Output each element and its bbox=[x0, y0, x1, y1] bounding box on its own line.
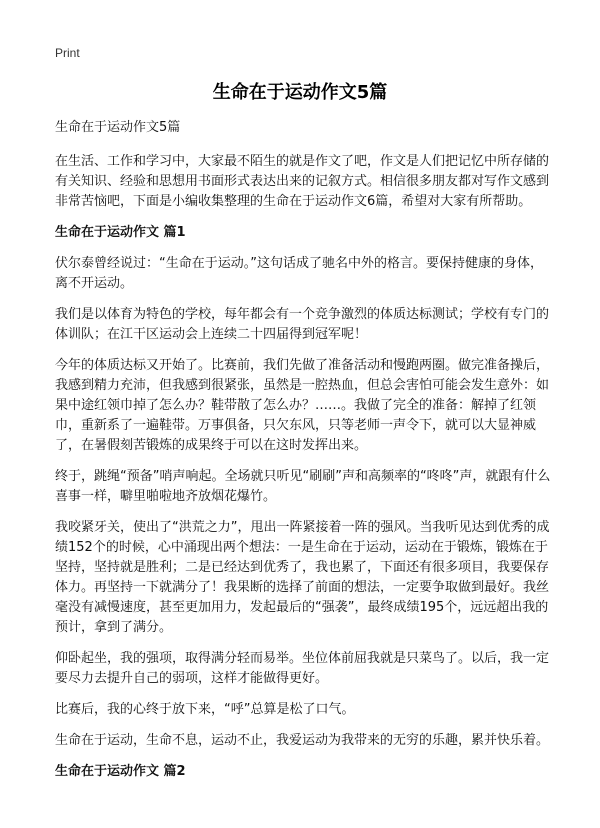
paragraph: 生命在于运动，生命不息，运动不止，我爱运动为我带来的无穷的乐趣，累并快乐着。 bbox=[55, 733, 550, 748]
paragraph: 我们是以体育为特色的学校，每年都会有一个竞争激烈的体质达标测试；学校有专门的体训队；在江干区运动会上连续二十四届得到冠军呢！ bbox=[55, 307, 550, 342]
section-heading-1: 生命在于运动作文 篇1 bbox=[55, 225, 186, 240]
paragraph: 今年的体质达标又开始了。比赛前，我们先做了准备活动和慢跑两圈。做完准备操后，我感到精力充沛，但我感到很紧张，虽然是一腔热血，但总会害怕可能会发生意外：如果中途红领巾掉了怎么办？鞋带散了怎么办？……。我做了完全的准备：解掉了红领巾，重新系了一遍鞋带。万事俱备，只欠东风，只等老师一声令下，就可以大显神威了，在暑假刻苦锻炼的成果终于可以在这时发挥出来。 bbox=[55, 358, 550, 453]
paragraph: 仰卧起坐，我的强项，取得满分轻而易举。坐位体前屈我就是只菜鸟了。以后，我一定要尽力去提升自己的弱项，这样才能做得更好。 bbox=[55, 651, 550, 686]
paragraph: 终于，跳绳“预备”哨声响起。全场就只听见“刷刷”声和高频率的“咚咚”声，就跟有什么喜事一样，噼里啪啦地齐放烟花爆竹。 bbox=[55, 469, 551, 504]
print-link[interactable]: Print bbox=[55, 46, 80, 60]
article-body bbox=[55, 118, 551, 793]
page-title: 生命在于运动作文5篇 bbox=[212, 82, 388, 103]
intro-paragraph: 在生活、工作和学习中，大家最不陌生的就是作文了吧，作文是人们把记忆中所存储的有关知识、经验和思想用书面形式表达出来的记叙方式。相信很多朋友都对写作文感到非常苦恼吧，下面是小编收集整理的生命在于运动作文6篇，希望对大家有所帮助。 bbox=[55, 154, 550, 209]
paragraph: 我咬紧牙关，使出了“洪荒之力”，甩出一阵紧接着一阵的强风。当我听见达到优秀的成绩152个的时候，心中涌现出两个想法：一是生命在于运动，运动在于锻炼，锻炼在于坚持，坚持就是胜利；二是已经达到优秀了，我也累了，下面还有很多项目，我要保存体力。再坚持一下就满分了！我果断的选择了前面的想法，一定要争取做到最好。我丝毫没有减慢速度，甚至更加用力，发起最后的“强袭”，最终成绩195个，远远超出我的预计，拿到了满分。 bbox=[55, 520, 550, 635]
section-heading-2: 生命在于运动作文 篇2 bbox=[55, 764, 186, 779]
article-subtitle: 生命在于运动作文5篇 bbox=[55, 120, 181, 135]
paragraph: 比赛后，我的心终于放下来，“呼”总算是松了口气。 bbox=[55, 702, 355, 717]
paragraph: 伏尔泰曾经说过：“生命在于运动。”这句话成了驰名中外的格言。要保持健康的身体，离不开运动。 bbox=[55, 256, 543, 291]
